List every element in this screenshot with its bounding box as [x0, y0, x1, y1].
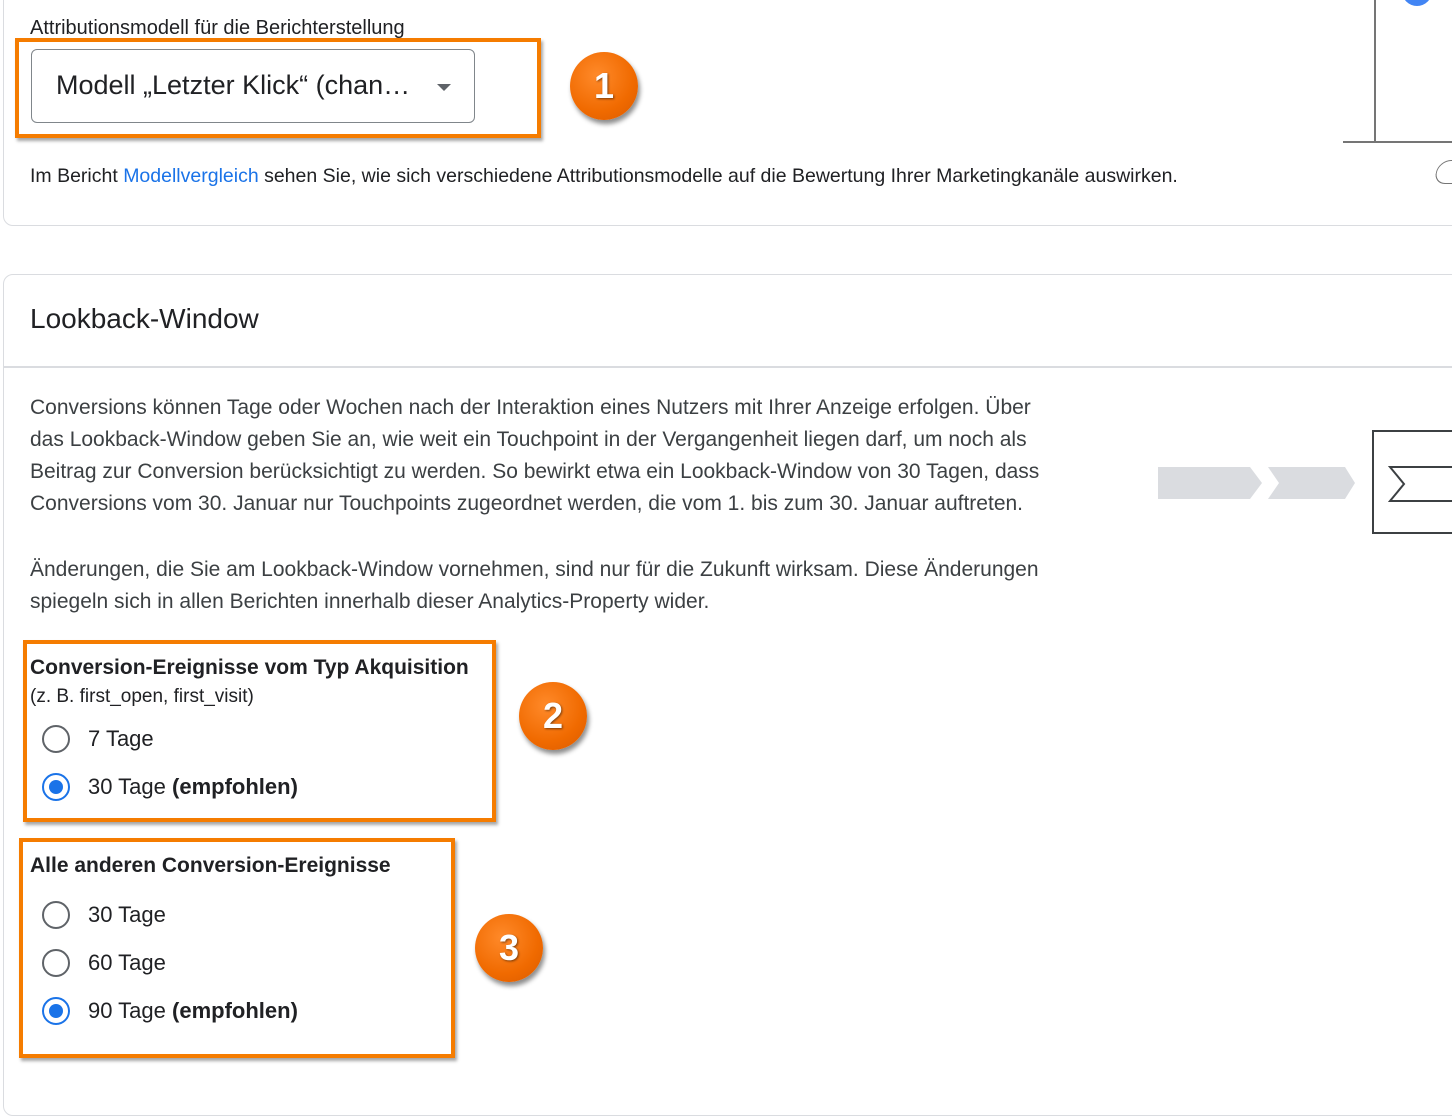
acquisition-group-title: Conversion-Ereignisse vom Typ Akquisition — [30, 656, 469, 679]
lookback-window-title: Lookback-Window — [30, 303, 259, 334]
recommended-tag: (empfohlen) — [172, 774, 298, 799]
description-line: Conversions vom 30. Januar nur Touchpoints zugeordnet werden, die vom 1. bis zum 30. Januar auftreten. — [30, 492, 1024, 515]
description-line: Beitrag zur Conversion berücksichtigt zu werden. So bewirkt etwa ein Lookback-Window von 30 Tagen, dass — [30, 460, 1040, 483]
section-divider — [4, 366, 1452, 368]
option-label: 30 Tage — [88, 902, 166, 927]
radio-button-selected[interactable] — [42, 997, 70, 1025]
description-line: das Lookback-Window geben Sie an, wie weit ein Touchpoint in der Vergangenheit liegen darf, um noch als — [30, 428, 1027, 451]
radio-label — [88, 998, 298, 1024]
radio-label — [88, 950, 166, 976]
note-line: spiegeln sich in allen Berichten innerhalb dieser Analytics-Property wider. — [30, 590, 710, 613]
step-badge-3: 3 — [475, 914, 543, 982]
help-text-prefix: Im Bericht — [30, 165, 124, 187]
radio-option-90-days-recommended[interactable] — [42, 994, 298, 1028]
radio-button[interactable] — [42, 949, 70, 977]
model-comparison-link[interactable]: Modellvergleich — [123, 165, 259, 187]
option-label: 7 Tage — [88, 726, 154, 751]
description-line: Conversions können Tage oder Wochen nach der Interaktion eines Nutzers mit Ihrer Anzeige erfolgen. Über — [30, 396, 1031, 419]
illustration-axis-vertical — [1374, 0, 1376, 142]
highlight-box-1 — [15, 38, 541, 138]
radio-option-30-days[interactable] — [42, 898, 166, 932]
radio-button[interactable] — [42, 901, 70, 929]
illustration-axis-horizontal — [1343, 141, 1452, 143]
acquisition-group-subtitle: (z. B. first_open, first_visit) — [30, 686, 254, 707]
attribution-help-text — [30, 165, 1178, 188]
radio-option-7-days[interactable] — [42, 722, 154, 756]
note-line: Änderungen, die Sie am Lookback-Window vornehmen, sind nur für die Zukunft wirksam. Diese Änderungen — [30, 558, 1039, 581]
radio-label — [88, 726, 154, 752]
lookback-description — [30, 392, 1039, 520]
radio-option-60-days[interactable] — [42, 946, 166, 980]
step-badge-2: 2 — [519, 682, 587, 750]
lookback-note — [30, 554, 1039, 618]
radio-label — [88, 774, 298, 800]
recommended-tag: (empfohlen) — [172, 998, 298, 1023]
option-label: 90 Tage — [88, 998, 173, 1023]
help-text-suffix: sehen Sie, wie sich verschiedene Attributionsmodelle auf die Bewertung Ihrer Marketingkanäle auswirken. — [258, 165, 1178, 187]
option-label: 60 Tage — [88, 950, 166, 975]
attribution-model-label: Attributionsmodell für die Berichterstellung — [30, 17, 405, 39]
option-label: 30 Tage — [88, 774, 173, 799]
radio-button-selected[interactable] — [42, 773, 70, 801]
radio-button[interactable] — [42, 725, 70, 753]
conversion-flag-icon — [1386, 465, 1452, 505]
radio-option-30-days-recommended[interactable] — [42, 770, 298, 804]
radio-label — [88, 902, 166, 928]
other-events-group-title: Alle anderen Conversion-Ereignisse — [30, 854, 391, 877]
step-badge-1: 1 — [570, 52, 638, 120]
attribution-model-value: Modell „Letzter Klick“ (chan… — [56, 70, 411, 100]
